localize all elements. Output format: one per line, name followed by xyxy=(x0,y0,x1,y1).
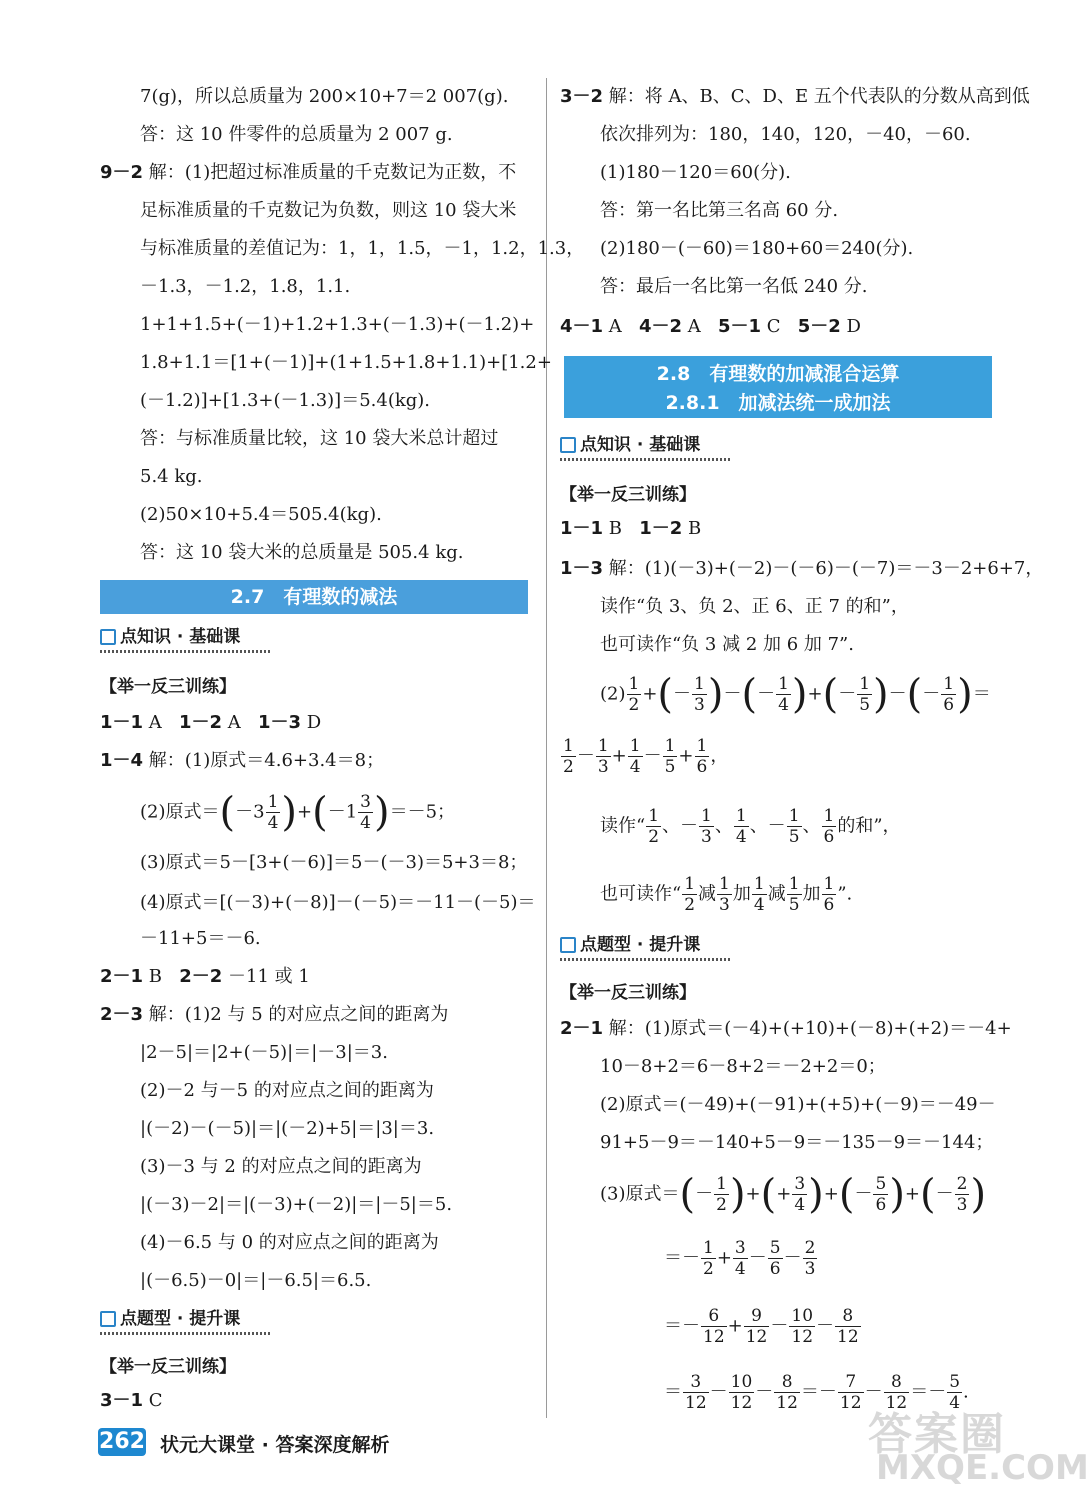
text-line: (1)180－120＝60(分). xyxy=(600,162,791,183)
subsection-title: 点知识 · 基础课 xyxy=(100,626,240,648)
text-line: 足标准质量的千克数记为负数，则这 10 袋大米 xyxy=(140,200,517,221)
text-line: 5.4 kg. xyxy=(140,466,203,487)
text-line: 答：第一名比第三名高 60 分. xyxy=(600,200,839,221)
answer-row: 3－1 C xyxy=(100,1390,163,1411)
text-line: －11+5＝－6. xyxy=(140,928,261,949)
text-line: 91+5－9＝－140+5－9＝－135－9＝－144； xyxy=(600,1132,994,1153)
answer-1-3: 1－3 解：(1)(－3)+(－2)－(－6)－(－7)＝－3－2+6+7， xyxy=(560,558,1044,579)
question-number: 9－2 xyxy=(100,162,144,183)
dotted-rule xyxy=(560,958,730,961)
book-title: 状元大课堂 · 答案深度解析 xyxy=(160,1434,390,1456)
training-heading: 【举一反三训练】 xyxy=(100,677,236,697)
text-line: 答：与标准质量比较，这 10 袋大米总计超过 xyxy=(140,428,499,449)
text-line: 读作“负 3、负 2、正 6、正 7 的和”， xyxy=(600,596,909,617)
watermark-logo: 答案圈 xyxy=(868,1409,1006,1460)
text-line: 答：这 10 袋大米的总质量是 505.4 kg. xyxy=(140,542,464,563)
math-line: 读作“ $\frac{1}{2}$ 、－ $\frac{1}{3}$ 、 $\frac{1}{4}$ 、－ $\frac{1}{5}$ 、 $\frac{1}{6}$ 的和”， xyxy=(600,806,901,847)
text-line: (2)－2 与－5 的对应点之间的距离为 xyxy=(140,1080,434,1101)
text-line: (4)－6.5 与 0 的对应点之间的距离为 xyxy=(140,1232,439,1253)
math-line: 也可读作“ $\frac{1}{2}$ 减 $\frac{1}{3}$ 加 $\frac{1}{4}$ 减 $\frac{1}{5}$ 加 $\frac{1}{6}$ ”. xyxy=(600,874,853,915)
text-line: 1.8+1.1＝[1+(－1)]+(1+1.5+1.8+1.1)+[1.2+ xyxy=(140,352,552,373)
math-line: ＝ $\frac{3}{12}$ － $\frac{10}{12}$ － $\frac{8}{12}$ ＝－ $\frac{7}{12}$ － $\frac{8}{12}$ ＝－ $\frac{5}{4}$ . xyxy=(664,1372,969,1413)
clipboard-icon xyxy=(560,937,576,953)
training-heading: 【举一反三训练】 xyxy=(560,983,696,1003)
section-title: 2.8 有理数的加减混合运算 xyxy=(656,363,900,385)
math-line: (2) $\frac{1}{2}$ +(－ $\frac{1}{3}$ )－(－ $\frac{1}{4}$ )+(－ $\frac{1}{5}$ )－(－ $\frac{1}{6}$ )＝ xyxy=(600,671,991,718)
training-heading: 【举一反三训练】 xyxy=(100,1357,236,1377)
book-icon xyxy=(560,437,576,453)
answer-1-4: 1－4 解：(1)原式＝4.6+3.4＝8； xyxy=(100,750,385,771)
text-line: (2)50×10+5.4＝505.4(kg). xyxy=(140,504,382,525)
dotted-rule xyxy=(100,650,270,653)
text-line: (4)原式＝[(－3)+(－8)]－(－5)＝－11－(－5)＝ xyxy=(140,892,536,913)
page-number: 262 xyxy=(99,1429,145,1454)
column-divider xyxy=(546,78,547,1418)
answer-2-3: 2－3 解：(1)2 与 5 的对应点之间的距离为 xyxy=(100,1004,449,1025)
text-line: 依次排列为：180，140，120，－40，－60. xyxy=(600,124,971,145)
math-line: (2)原式＝(－3 $\frac{1}{4}$ )+(－1 $\frac{3}{4}$ )＝－5； xyxy=(140,789,456,836)
section-header-2-8 xyxy=(564,356,992,418)
text-line: |2－5|＝|2+(－5)|＝|－3|＝3. xyxy=(140,1042,388,1063)
text-line: 答：最后一名比第一名低 240 分. xyxy=(600,276,868,297)
subsection-title: 点知识 · 基础课 xyxy=(560,434,700,456)
text-line: (2)原式＝(－49)+(－91)+(+5)+(－9)＝－49－ xyxy=(600,1094,996,1115)
text-line: 解：(1)把超过标准质量的千克数记为正数，不 xyxy=(148,162,517,183)
subsection-title: 点题型 · 提升课 xyxy=(560,934,700,956)
text-line: |(－3)－2|＝|(－3)+(－2)|＝|－5|＝5. xyxy=(140,1194,453,1215)
answer-row: 4－1 A 4－2 A 5－1 C 5－2 D xyxy=(560,316,861,337)
answer-row: 2－1 B 2－2 －11 或 1 xyxy=(100,966,310,987)
text-line: 也可读作“负 3 减 2 加 6 加 7”. xyxy=(600,634,854,655)
text-line: (－1.2)]+[1.3+(－1.3)]＝5.4(kg). xyxy=(140,390,431,411)
math-line: ＝－ $\frac{1}{2}$ + $\frac{3}{4}$ － $\frac{5}{6}$ － $\frac{2}{3}$ xyxy=(664,1238,816,1279)
math-line: $\frac{1}{2}$ － $\frac{1}{3}$ + $\frac{1}{4}$ － $\frac{1}{5}$ + $\frac{1}{6}$ ， xyxy=(563,736,729,777)
text-line: 答：这 10 件零件的总质量为 2 007 g. xyxy=(140,124,453,145)
training-heading: 【举一反三训练】 xyxy=(560,485,696,505)
subsection-title: 点题型 · 提升课 xyxy=(100,1308,240,1330)
text-line: 7(g)，所以总质量为 200×10+7＝2 007(g). xyxy=(140,86,509,107)
answer-2-1: 2－1 解：(1)原式＝(－4)+(+10)+(－8)+(+2)＝－4+ xyxy=(560,1018,1012,1039)
math-line: ＝－ $\frac{6}{12}$ + $\frac{9}{12}$ － $\frac{10}{12}$ － $\frac{8}{12}$ xyxy=(664,1306,859,1347)
answer-row: 1－1 A 1－2 A 1－3 D xyxy=(100,712,322,733)
dotted-rule xyxy=(100,1332,270,1335)
math-line: (3)原式＝(－ $\frac{1}{2}$ )+(+ $\frac{3}{4}$ )+(－ $\frac{5}{6}$ )+(－ $\frac{2}{3}$ ) xyxy=(600,1171,987,1218)
section-header-2-7: 2.7 有理数的减法 xyxy=(100,580,528,614)
answer-3-2: 3－2 解：将 A、B、C、D、E 五个代表队的分数从高到低 xyxy=(560,86,1030,107)
text-line: －1.3，－1.2，1.8，1.1. xyxy=(140,276,351,297)
section-subtitle: 2.8.1 加减法统一成加法 xyxy=(665,392,891,414)
text-line: 与标准质量的差值记为：1，1，1.5，－1，1.2，1.3， xyxy=(140,238,585,259)
text-line: |(－6.5)－0|＝|－6.5|＝6.5. xyxy=(140,1270,372,1291)
text-line: (3)－3 与 2 的对应点之间的距离为 xyxy=(140,1156,422,1177)
text-line: 1+1+1.5+(－1)+1.2+1.3+(－1.3)+(－1.2)+ xyxy=(140,314,535,335)
watermark-url: MXQE.COM xyxy=(876,1448,1089,1488)
clipboard-icon xyxy=(100,1311,116,1327)
answer-row: 1－1 B 1－2 B xyxy=(560,518,702,539)
book-icon xyxy=(100,629,116,645)
answer-9-2 xyxy=(100,162,516,184)
text-line: (3)原式＝5－[3+(－6)]＝5－(－3)＝5+3＝8； xyxy=(140,852,528,873)
text-line: (2)180－(－60)＝180+60＝240(分). xyxy=(600,238,914,259)
text-line: 10－8+2＝6－8+2＝－2+2＝0； xyxy=(600,1056,886,1077)
text-line: |(－2)－(－5)|＝|(－2)+5|＝|3|＝3. xyxy=(140,1118,435,1139)
dotted-rule xyxy=(560,458,730,461)
